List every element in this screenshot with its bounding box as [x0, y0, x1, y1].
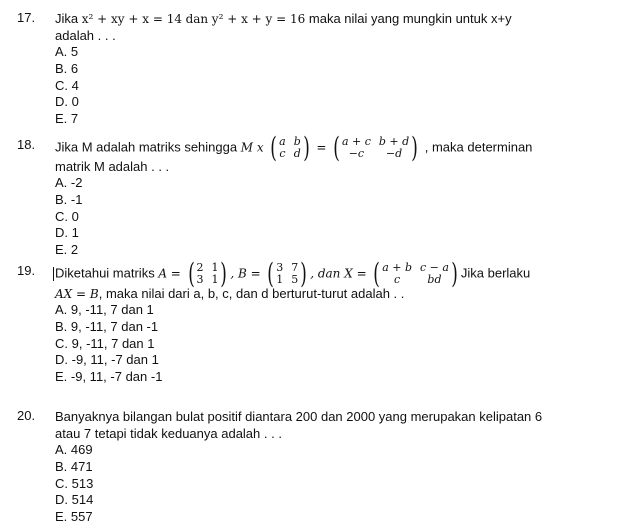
question-text: Diketahui matriks A = ( 2 1 3 1 ) , B = ( 3 7 1 5 ) , dan X = ( a + b c − a c bd ) Jika berlaku	[55, 257, 531, 290]
mx-label: M x	[240, 140, 264, 155]
option-a[interactable]: A. 9, -11, 7 dan 1	[55, 302, 154, 317]
matrix-a: ( 2 1 3 1 )	[187, 257, 228, 290]
question-number: 17.	[17, 10, 36, 25]
option-e[interactable]: E. -9, 11, -7 dan -1	[55, 369, 163, 385]
question-text-cont: AX = B, maka nilai dari a, b, c, dan d berturut-turut adalah . .	[55, 286, 405, 301]
option-d[interactable]: D. -9, 11, -7 dan 1	[55, 352, 159, 368]
option-c[interactable]: C. 0	[55, 208, 79, 224]
option-a[interactable]: A. 469	[55, 442, 93, 457]
matrix-2: ( a + c b + d −c −d )	[333, 131, 418, 164]
matrix-1: ( a b c d )	[270, 131, 310, 164]
equation-2: y² + x + y = 16	[211, 12, 306, 26]
option-a[interactable]: A. -2	[55, 175, 83, 190]
question-text: Jika x² + xy + x = 14 dan y² + x + y = 16 maka nilai yang mungkin untuk x+y	[55, 11, 512, 26]
option-b[interactable]: B. 9, -11, 7 dan -1	[55, 318, 159, 334]
question-text-cont: matrik M adalah . . .	[55, 159, 170, 174]
option-e[interactable]: E. 2	[55, 242, 79, 258]
option-c[interactable]: C. 513	[55, 475, 94, 491]
option-b[interactable]: B. 471	[55, 458, 93, 474]
question-number: 18.	[17, 137, 36, 152]
option-c[interactable]: C. 9, -11, 7 dan 1	[55, 335, 155, 351]
matrix-x: ( a + b c − a c bd )	[373, 257, 458, 290]
question-number: 19.	[17, 263, 36, 278]
equation-1: x² + xy + x = 14	[81, 12, 182, 26]
option-d[interactable]: D. 0	[55, 94, 79, 110]
option-e[interactable]: E. 7	[55, 111, 79, 127]
question-text: Jika M adalah matriks sehingga M x ( a b c d ) = ( a + c b + d −c −d ) , maka determinan	[55, 131, 533, 164]
matrix-b: ( 3 7 1 5 )	[267, 257, 308, 290]
option-b[interactable]: B. -1	[55, 191, 83, 207]
option-c[interactable]: C. 4	[55, 77, 79, 93]
dan-word: dan	[185, 12, 209, 26]
question-text-cont: adalah . . .	[55, 28, 116, 43]
option-b[interactable]: B. 6	[55, 60, 79, 76]
option-d[interactable]: D. 1	[55, 225, 79, 241]
question-text: Banyaknya bilangan bulat positif diantara 200 dan 2000 yang merupakan kelipatan 6	[55, 409, 543, 424]
option-e[interactable]: E. 557	[55, 509, 93, 525]
option-d[interactable]: D. 514	[55, 492, 94, 508]
question-text-cont: atau 7 tetapi tidak keduanya adalah . . .	[55, 426, 282, 441]
question-number: 20.	[17, 408, 36, 423]
text-cursor	[53, 267, 54, 281]
option-a[interactable]: A. 5	[55, 44, 79, 59]
